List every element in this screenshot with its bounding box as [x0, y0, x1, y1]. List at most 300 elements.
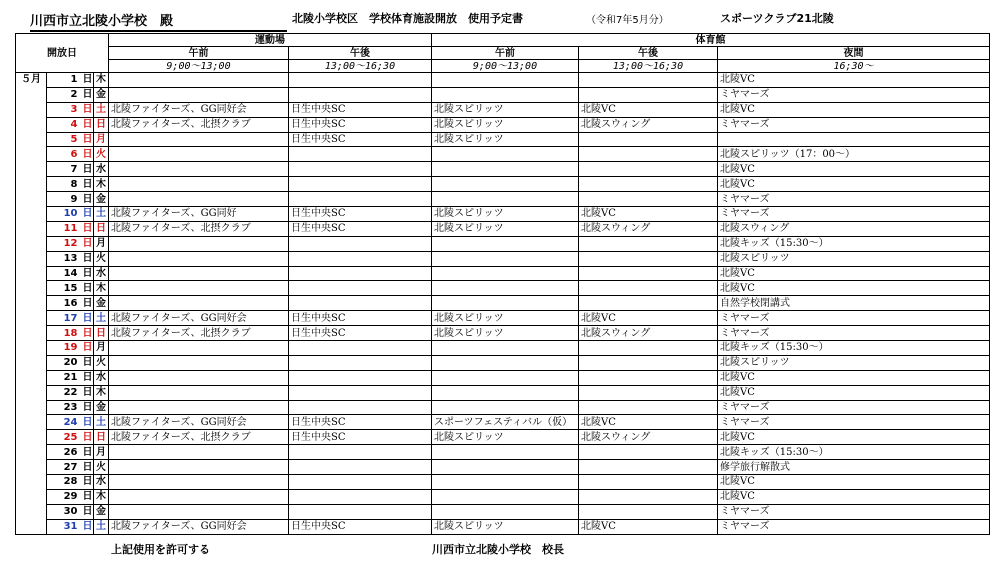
- open-day-header: 開放日: [16, 34, 109, 73]
- day-number: 29: [47, 489, 81, 504]
- gym-night-cell: 北陵スピリッツ（17：00～）: [718, 147, 990, 162]
- gym-pm-cell: [579, 192, 718, 207]
- gym-night-cell: 北陵スピリッツ: [718, 251, 990, 266]
- day-number: 17: [47, 311, 81, 326]
- gym-am-cell: [432, 475, 579, 490]
- day-suffix: 日: [82, 163, 93, 175]
- weekday: 木: [94, 385, 109, 400]
- gym-night-header: 夜間: [718, 47, 990, 60]
- weekday: 月: [94, 341, 109, 356]
- ground-pm-cell: [289, 445, 432, 460]
- gym-am-cell: [432, 341, 579, 356]
- gym-night-cell: ミヤマーズ: [718, 504, 990, 519]
- ground-am-cell: [109, 87, 289, 102]
- gym-pm-cell: 北陵VC: [579, 415, 718, 430]
- ground-am-cell: [109, 504, 289, 519]
- gym-pm-cell: [579, 162, 718, 177]
- table-row: [16, 519, 990, 534]
- gym-night-cell: 北陵キッズ（15:30～）: [718, 445, 990, 460]
- ground-am-cell: [109, 296, 289, 311]
- weekday: 水: [94, 266, 109, 281]
- gym-pm-cell: 北陵スウィング: [579, 221, 718, 236]
- day-suffix: 日: [82, 521, 93, 533]
- weekday: 金: [94, 87, 109, 102]
- day-suffix: 日: [82, 491, 93, 503]
- gym-night-cell: 北陵VC: [718, 489, 990, 504]
- day-suffix: 日: [82, 357, 93, 369]
- gym-pm-cell: [579, 87, 718, 102]
- day-number: 30: [47, 504, 81, 519]
- day-suffix: 日: [82, 238, 93, 250]
- table-row: [16, 475, 990, 490]
- ground-am-cell: 北陵ファイターズ、北摂クラブ: [109, 117, 289, 132]
- ground-pm-cell: [289, 236, 432, 251]
- day-number: 18: [47, 326, 81, 341]
- gym-am-cell: [432, 489, 579, 504]
- day-number: 3: [47, 102, 81, 117]
- schedule-table: [15, 33, 990, 535]
- gym-am-cell: [432, 504, 579, 519]
- gym-am-cell: 北陵スピリッツ: [432, 221, 579, 236]
- gym-header: 体育館: [432, 34, 990, 47]
- gym-night-cell: 北陵VC: [718, 102, 990, 117]
- gym-pm-cell: [579, 385, 718, 400]
- gym-am-cell: [432, 400, 579, 415]
- day-suffix: 日: [82, 208, 93, 220]
- ground-pm-cell: [289, 192, 432, 207]
- ground-pm-cell: [289, 296, 432, 311]
- table-row: [16, 355, 990, 370]
- ground-am-cell: 北陵ファイターズ、北摂クラブ: [109, 430, 289, 445]
- gym-night-cell: ミヤマーズ: [718, 192, 990, 207]
- gym-am-cell: [432, 177, 579, 192]
- ground-am-cell: 北陵ファイターズ、GG同好会: [109, 519, 289, 534]
- day-number: 19: [47, 341, 81, 356]
- ground-am-cell: [109, 177, 289, 192]
- day-number: 5: [47, 132, 81, 147]
- ground-am-cell: [109, 460, 289, 475]
- gym-pm-cell: 北陵スウィング: [579, 430, 718, 445]
- ground-am-cell: 北陵ファイターズ、GG同好: [109, 207, 289, 222]
- ground-header: 運動場: [109, 34, 432, 47]
- ground-am-cell: [109, 192, 289, 207]
- gym-pm-cell: [579, 400, 718, 415]
- day-suffix: 日: [82, 342, 93, 354]
- table-row: [16, 504, 990, 519]
- ground-am-cell: [109, 132, 289, 147]
- day-suffix: 日: [82, 476, 93, 488]
- gym-am-cell: [432, 162, 579, 177]
- gym-am-cell: 北陵スピリッツ: [432, 430, 579, 445]
- day-suffix: 日: [82, 506, 93, 518]
- ground-am-cell: 北陵ファイターズ、GG同好会: [109, 102, 289, 117]
- day-suffix: 日: [82, 446, 93, 458]
- gym-am-cell: [432, 385, 579, 400]
- table-row: [16, 207, 990, 222]
- day-suffix: 日: [82, 148, 93, 160]
- ground-am-cell: [109, 445, 289, 460]
- gym-pm-cell: [579, 266, 718, 281]
- gym-am-header: 午前: [432, 47, 579, 60]
- table-row: [16, 341, 990, 356]
- table-row: [16, 236, 990, 251]
- table-row: [16, 370, 990, 385]
- gym-night-cell: ミヤマーズ: [718, 519, 990, 534]
- weekday: 火: [94, 355, 109, 370]
- table-row: [16, 192, 990, 207]
- day-number: 6: [47, 147, 81, 162]
- gym-am-cell: [432, 460, 579, 475]
- weekday: 月: [94, 236, 109, 251]
- gym-night-cell: ミヤマーズ: [718, 326, 990, 341]
- gym-night-cell: ミヤマーズ: [718, 87, 990, 102]
- ground-pm-cell: 日生中央SC: [289, 207, 432, 222]
- ground-pm-cell: [289, 87, 432, 102]
- club-name: スポーツクラブ21北陵: [720, 12, 834, 25]
- weekday: 木: [94, 73, 109, 88]
- weekday: 土: [94, 207, 109, 222]
- day-number: 13: [47, 251, 81, 266]
- day-suffix: 日: [82, 372, 93, 384]
- table-row: [16, 489, 990, 504]
- month-cell: ５月: [16, 73, 47, 535]
- gym-pm-cell: 北陵スウィング: [579, 326, 718, 341]
- gym-pm-cell: [579, 296, 718, 311]
- ground-am-cell: [109, 475, 289, 490]
- period-label: （令和7年5月分）: [586, 15, 669, 26]
- day-suffix: 日: [82, 327, 93, 339]
- ground-am-cell: [109, 162, 289, 177]
- gym-am-cell: [432, 87, 579, 102]
- day-number: 9: [47, 192, 81, 207]
- gym-am-cell: 北陵スピリッツ: [432, 132, 579, 147]
- day-number: 14: [47, 266, 81, 281]
- day-number: 21: [47, 370, 81, 385]
- ground-pm-time: 13;00～16;30: [289, 60, 432, 73]
- ground-pm-cell: [289, 147, 432, 162]
- gym-am-cell: [432, 251, 579, 266]
- weekday: 日: [94, 326, 109, 341]
- gym-night-cell: 北陵VC: [718, 385, 990, 400]
- gym-night-cell: 北陵VC: [718, 370, 990, 385]
- weekday: 日: [94, 221, 109, 236]
- addressee: 川西市立北陵小学校 殿: [30, 10, 287, 32]
- weekday: 水: [94, 475, 109, 490]
- gym-am-cell: 北陵スピリッツ: [432, 311, 579, 326]
- ground-pm-cell: 日生中央SC: [289, 415, 432, 430]
- weekday: 木: [94, 489, 109, 504]
- gym-night-cell: 北陵VC: [718, 266, 990, 281]
- day-number: 12: [47, 236, 81, 251]
- ground-pm-cell: [289, 162, 432, 177]
- gym-night-cell: ミヤマーズ: [718, 400, 990, 415]
- ground-pm-cell: 日生中央SC: [289, 326, 432, 341]
- gym-pm-cell: 北陵スウィング: [579, 117, 718, 132]
- weekday: 木: [94, 177, 109, 192]
- ground-pm-cell: 日生中央SC: [289, 221, 432, 236]
- table-row: [16, 177, 990, 192]
- gym-am-cell: [432, 445, 579, 460]
- day-number: 25: [47, 430, 81, 445]
- weekday: 土: [94, 415, 109, 430]
- ground-pm-cell: [289, 400, 432, 415]
- gym-pm-cell: 北陵VC: [579, 311, 718, 326]
- day-number: 24: [47, 415, 81, 430]
- gym-am-cell: 北陵スピリッツ: [432, 117, 579, 132]
- gym-night-cell: 修学旅行解散式: [718, 460, 990, 475]
- table-row: [16, 430, 990, 445]
- weekday: 水: [94, 370, 109, 385]
- gym-pm-cell: [579, 251, 718, 266]
- gym-am-cell: [432, 370, 579, 385]
- ground-pm-cell: 日生中央SC: [289, 519, 432, 534]
- weekday: 金: [94, 296, 109, 311]
- table-row: [16, 221, 990, 236]
- table-row: [16, 102, 990, 117]
- ground-pm-cell: [289, 460, 432, 475]
- ground-pm-cell: [289, 281, 432, 296]
- day-number: 11: [47, 221, 81, 236]
- table-row: [16, 251, 990, 266]
- day-suffix: 日: [82, 104, 93, 116]
- gym-night-cell: [718, 132, 990, 147]
- gym-am-cell: [432, 147, 579, 162]
- day-number: 23: [47, 400, 81, 415]
- gym-pm-cell: 北陵VC: [579, 519, 718, 534]
- gym-pm-cell: [579, 236, 718, 251]
- day-number: 4: [47, 117, 81, 132]
- ground-am-cell: [109, 251, 289, 266]
- weekday: 土: [94, 519, 109, 534]
- day-number: 16: [47, 296, 81, 311]
- table-row: [16, 460, 990, 475]
- gym-pm-cell: [579, 489, 718, 504]
- day-suffix: 日: [82, 416, 93, 428]
- gym-night-cell: 自然学校閉講式: [718, 296, 990, 311]
- weekday: 日: [94, 117, 109, 132]
- ground-am-time: 9;00～13;00: [109, 60, 289, 73]
- day-suffix: 日: [82, 268, 93, 280]
- table-row: [16, 117, 990, 132]
- gym-pm-cell: [579, 355, 718, 370]
- gym-night-cell: ミヤマーズ: [718, 415, 990, 430]
- gym-night-cell: 北陵VC: [718, 430, 990, 445]
- day-suffix: 日: [82, 387, 93, 399]
- ground-am-cell: 北陵ファイターズ、北摂クラブ: [109, 326, 289, 341]
- gym-pm-cell: [579, 504, 718, 519]
- weekday: 土: [94, 311, 109, 326]
- day-suffix: 日: [82, 431, 93, 443]
- table-row: [16, 400, 990, 415]
- gym-night-cell: 北陵VC: [718, 475, 990, 490]
- gym-am-cell: [432, 296, 579, 311]
- weekday: 水: [94, 162, 109, 177]
- gym-night-cell: 北陵VC: [718, 73, 990, 88]
- ground-pm-cell: [289, 177, 432, 192]
- gym-pm-cell: [579, 147, 718, 162]
- ground-am-cell: [109, 341, 289, 356]
- gym-night-cell: ミヤマーズ: [718, 117, 990, 132]
- day-suffix: 日: [82, 223, 93, 235]
- table-row: [16, 281, 990, 296]
- ground-pm-cell: [289, 73, 432, 88]
- gym-am-cell: [432, 73, 579, 88]
- day-suffix: 日: [82, 461, 93, 473]
- ground-pm-header: 午後: [289, 47, 432, 60]
- gym-night-time: 16;30～: [718, 60, 990, 73]
- weekday: 日: [94, 430, 109, 445]
- gym-pm-cell: [579, 281, 718, 296]
- ground-am-cell: [109, 281, 289, 296]
- ground-pm-cell: 日生中央SC: [289, 117, 432, 132]
- day-suffix: 日: [82, 282, 93, 294]
- weekday: 月: [94, 445, 109, 460]
- ground-pm-cell: 日生中央SC: [289, 102, 432, 117]
- ground-pm-cell: [289, 504, 432, 519]
- gym-am-cell: 北陵スピリッツ: [432, 519, 579, 534]
- ground-am-header: 午前: [109, 47, 289, 60]
- ground-pm-cell: 日生中央SC: [289, 132, 432, 147]
- gym-pm-cell: 北陵VC: [579, 207, 718, 222]
- ground-pm-cell: [289, 251, 432, 266]
- table-row: [16, 311, 990, 326]
- day-suffix: 日: [82, 119, 93, 131]
- ground-pm-cell: [289, 341, 432, 356]
- table-row: [16, 87, 990, 102]
- weekday: 火: [94, 251, 109, 266]
- table-row: [16, 415, 990, 430]
- ground-am-cell: [109, 355, 289, 370]
- ground-am-cell: 北陵ファイターズ、GG同好会: [109, 311, 289, 326]
- ground-am-cell: [109, 385, 289, 400]
- gym-am-cell: [432, 192, 579, 207]
- ground-pm-cell: [289, 475, 432, 490]
- gym-am-cell: スポーツフェスティバル（仮）: [432, 415, 579, 430]
- weekday: 木: [94, 281, 109, 296]
- weekday: 金: [94, 504, 109, 519]
- gym-pm-cell: 北陵VC: [579, 102, 718, 117]
- gym-am-cell: 北陵スピリッツ: [432, 326, 579, 341]
- gym-night-cell: 北陵スウィング: [718, 221, 990, 236]
- day-number: 27: [47, 460, 81, 475]
- ground-am-cell: [109, 147, 289, 162]
- day-suffix: 日: [82, 89, 93, 101]
- table-row: [16, 147, 990, 162]
- ground-am-cell: [109, 236, 289, 251]
- table-row: [16, 445, 990, 460]
- gym-night-cell: ミヤマーズ: [718, 311, 990, 326]
- day-suffix: 日: [82, 178, 93, 190]
- gym-night-cell: 北陵スピリッツ: [718, 355, 990, 370]
- table-row: [16, 326, 990, 341]
- gym-night-cell: 北陵キッズ（15:30～）: [718, 341, 990, 356]
- ground-am-cell: 北陵ファイターズ、北摂クラブ: [109, 221, 289, 236]
- table-row: [16, 162, 990, 177]
- weekday: 火: [94, 460, 109, 475]
- gym-pm-cell: [579, 460, 718, 475]
- ground-am-cell: [109, 489, 289, 504]
- table-row: [16, 73, 990, 88]
- weekday: 火: [94, 147, 109, 162]
- gym-am-cell: [432, 266, 579, 281]
- gym-night-cell: 北陵キッズ（15:30～）: [718, 236, 990, 251]
- gym-night-cell: 北陵VC: [718, 162, 990, 177]
- gym-pm-cell: [579, 445, 718, 460]
- ground-pm-cell: 日生中央SC: [289, 311, 432, 326]
- ground-pm-cell: [289, 370, 432, 385]
- gym-pm-cell: [579, 475, 718, 490]
- principal-signature: 川西市立北陵小学校 校長: [432, 543, 564, 556]
- gym-night-cell: 北陵VC: [718, 281, 990, 296]
- day-number: 8: [47, 177, 81, 192]
- weekday: 金: [94, 400, 109, 415]
- ground-am-cell: [109, 400, 289, 415]
- document-title: 北陵小学校区 学校体育施設開放 使用予定書: [292, 12, 523, 25]
- gym-am-time: 9;00～13;00: [432, 60, 579, 73]
- ground-am-cell: [109, 266, 289, 281]
- gym-night-cell: ミヤマーズ: [718, 207, 990, 222]
- day-number: 26: [47, 445, 81, 460]
- day-suffix: 日: [82, 74, 93, 86]
- gym-pm-header: 午後: [579, 47, 718, 60]
- gym-am-cell: [432, 236, 579, 251]
- day-suffix: 日: [82, 402, 93, 414]
- gym-am-cell: [432, 281, 579, 296]
- ground-pm-cell: [289, 266, 432, 281]
- day-suffix: 日: [82, 253, 93, 265]
- ground-pm-cell: [289, 355, 432, 370]
- day-number: 15: [47, 281, 81, 296]
- table-row: [16, 385, 990, 400]
- gym-am-cell: 北陵スピリッツ: [432, 102, 579, 117]
- weekday: 月: [94, 132, 109, 147]
- day-suffix: 日: [82, 193, 93, 205]
- day-suffix: 日: [82, 297, 93, 309]
- gym-am-cell: [432, 355, 579, 370]
- weekday: 土: [94, 102, 109, 117]
- table-row: [16, 132, 990, 147]
- day-number: 28: [47, 475, 81, 490]
- gym-night-cell: 北陵VC: [718, 177, 990, 192]
- gym-pm-cell: [579, 73, 718, 88]
- permission-text: 上記使用を許可する: [111, 543, 210, 556]
- gym-pm-cell: [579, 132, 718, 147]
- ground-pm-cell: [289, 489, 432, 504]
- day-suffix: 日: [82, 312, 93, 324]
- ground-am-cell: [109, 370, 289, 385]
- ground-am-cell: 北陵ファイターズ、GG同好会: [109, 415, 289, 430]
- ground-pm-cell: 日生中央SC: [289, 430, 432, 445]
- day-number: 10: [47, 207, 81, 222]
- table-row: [16, 296, 990, 311]
- day-number: 2: [47, 87, 81, 102]
- gym-pm-cell: [579, 341, 718, 356]
- table-row: [16, 266, 990, 281]
- day-suffix: 日: [82, 134, 93, 145]
- gym-am-cell: 北陵スピリッツ: [432, 207, 579, 222]
- day-number: 20: [47, 355, 81, 370]
- ground-am-cell: [109, 73, 289, 88]
- day-number: 1: [47, 73, 81, 88]
- ground-pm-cell: [289, 385, 432, 400]
- day-number: 7: [47, 162, 81, 177]
- gym-pm-cell: [579, 177, 718, 192]
- day-number: 31: [47, 519, 81, 534]
- gym-pm-time: 13;00～16;30: [579, 60, 718, 73]
- weekday: 金: [94, 192, 109, 207]
- day-number: 22: [47, 385, 81, 400]
- gym-pm-cell: [579, 370, 718, 385]
